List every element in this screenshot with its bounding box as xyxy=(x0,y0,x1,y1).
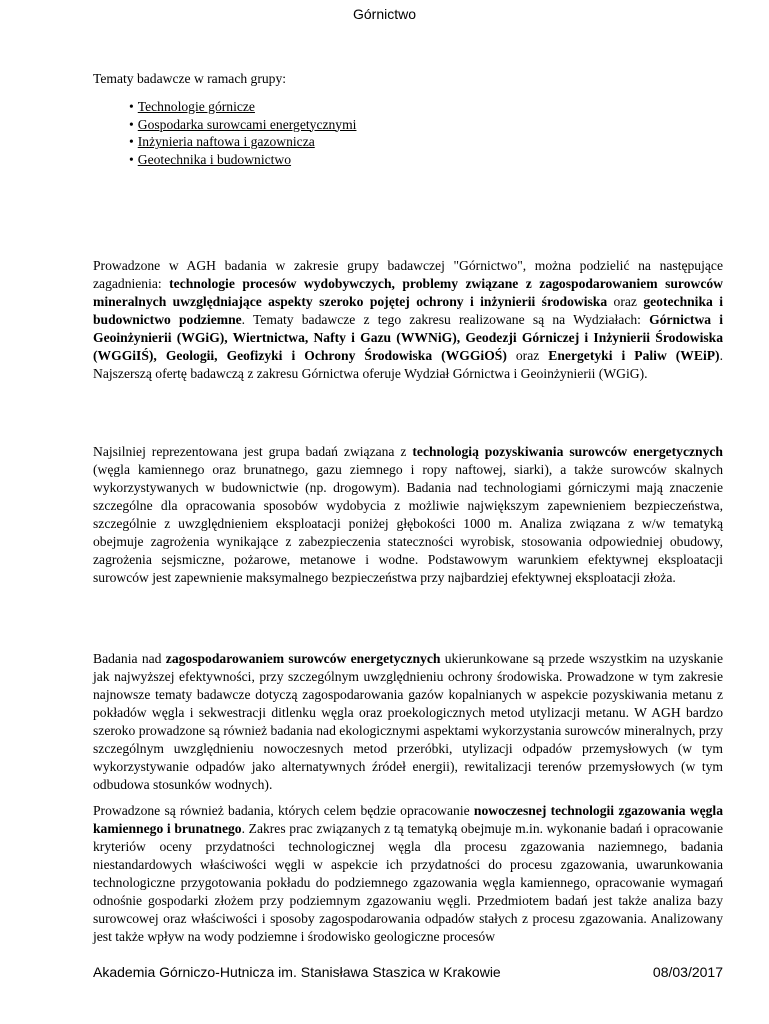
bold-run: zagospodarowaniem surowców energetycznych xyxy=(165,651,441,666)
document-body xyxy=(93,70,724,944)
paragraph-overview xyxy=(93,257,723,383)
footer-date: 08/03/2017 xyxy=(652,964,723,980)
paragraph-management xyxy=(93,650,723,794)
bullet-icon: • xyxy=(129,134,134,149)
text-run: oraz xyxy=(607,294,644,309)
topic-link-geotechnika[interactable]: Geotechnika i budownictwo xyxy=(137,151,292,167)
text-run: Prowadzone są również badania, których celem będzie opracowanie xyxy=(93,803,474,818)
text-run: Prowadzone w AGH badania w zakresie grupy badawczej "Górnictwo", można podzielić na następujące zagadnienia: xyxy=(93,258,723,291)
text-run: oraz xyxy=(506,348,549,363)
topic-link-gospodarka[interactable]: Gospodarka surowcami energetycznymi xyxy=(137,116,357,132)
bold-run: Energetyki i Paliw (WEiP) xyxy=(548,348,720,363)
topic-link-inzynieria[interactable]: Inżynieria naftowa i gazownicza xyxy=(137,134,315,149)
topics-list xyxy=(93,98,723,168)
footer-institution: Akademia Górniczo-Hutnicza im. Stanisława Staszica w Krakowie xyxy=(93,964,501,980)
text-run: Najsilniej reprezentowana jest grupa badań związana z xyxy=(93,444,413,459)
paragraph-technology xyxy=(93,443,723,587)
text-run: ukierunkowane są przede wszystkim na uzyskanie jak najwyższej efektywności, przy szczególnym uwzględnieniu ochrony środowiska. Prowadzone w tym zakresie najnowsze tematy badawcze dotyczą zagospodarowania gazów kopalnianych w aspekcie pozyskiwania metanu z pokładów węgla i sekwestracji ditlenku węgla oraz proekologicznych metod utylizacji metanu. W AGH bardzo szeroko prowadzone są również badania nad ekologicznymi aspektami wykorzystania surowców mineralnych, przy szczególnym uwzględnieniu nowoczesnych metod przeróbki, utylizacji odpadów przemysłowych (w tym wykorzystywanie odpadów jako alternatywnych źródeł energii), rewitalizacji terenów przemysłowych (w tym odbudowa stosunków wodnych). xyxy=(93,651,723,792)
bold-run: technologie procesów wydobywczych, problemy związane z zagospodarowaniem surowców mineralnych uwzględniające aspekty szeroko pojętej ochrony i inżynierii środowiska xyxy=(93,276,723,309)
list-item xyxy=(129,151,723,169)
topics-intro: Tematy badawcze w ramach grupy: xyxy=(93,71,287,86)
paragraph-gasification xyxy=(93,802,723,946)
bullet-icon: • xyxy=(129,99,134,114)
text-run: . Najszerszą ofertę badawczą z zakresu Górnictwa oferuje Wydział Górnictwa i Geoinżynierii (WGiG). xyxy=(93,348,723,381)
list-item xyxy=(129,133,723,151)
bold-run: geotechnika i budownictwo podziemne xyxy=(93,294,723,327)
bullet-icon: • xyxy=(129,151,134,167)
list-item xyxy=(129,98,723,116)
bullet-icon: • xyxy=(129,116,134,132)
page-header: Górnictwo xyxy=(352,6,417,22)
bold-run: technologią pozyskiwania surowców energetycznych xyxy=(412,444,723,459)
text-run: (węgla kamiennego oraz brunatnego, gazu ziemnego i ropy naftowej, siarki), a także surowców skalnych wykorzystywanych w budownictwie (np. drogowym). Badania nad technologiami górniczymi mają znaczenie szczególne dla opracowania sposobów wydobycia z możliwie największym zapewnieniem bezpieczeństwa, szczególnie z uwzględnieniem eksploatacji poniżej głębokości 1000 m. Analiza związana z w/w tematyką obejmuje zagrożenia wynikające z zabezpieczenia stateczności wyrobisk, stosowania odpowiedniej obudowy, zagrożenia sejsmiczne, pożarowe, metanowe i wodne. Podstawowym warunkiem efektywnej eksploatacji surowców jest zapewnienie maksymalnego bezpieczeństwa przy najbardziej efektywnej eksploatacji złoża. xyxy=(93,462,723,585)
text-run: . Zakres prac związanych z tą tematyką obejmuje m.in. wykonanie badań i opracowanie kryteriów oceny przydatności technologicznej węgla dla procesu zgazowania naziemnego, badania niestandardowych właściwości węgli w aspekcie ich przydatności do procesu zgazowania, uwarunkowania technologiczne przygotowania pokładu do podziemnego zgazowania węgla kamiennego, opracowanie wymagań odnośnie gospodarki złożem przy podziemnym zgazowaniu węgli. Przedmiotem badań jest także analiza bazy surowcowej oraz właściwości i sposoby zagospodarowania odpadów stałych z procesu zgazowania. Analizowany jest także wpływ na wody podziemne i środowisko geologiczne procesów xyxy=(93,821,723,944)
text-run: Badania nad xyxy=(93,651,166,666)
text-run: . Tematy badawcze z tego zakresu realizowane są na Wydziałach: xyxy=(241,312,650,327)
bold-run: Górnictwa i Geoinżynierii (WGiG), Wiertnictwa, Nafty i Gazu (WWNiG), Geodezji Górniczej i Inżynierii Środowiska (WGGiIŚ), Geologii, Geofizyki i Ochrony Środowiska (WGGiOŚ) xyxy=(93,312,724,363)
topic-link-technologie[interactable]: Technologie górnicze xyxy=(137,99,255,114)
list-item xyxy=(129,116,723,134)
page-footer xyxy=(93,964,723,980)
bold-run: nowoczesnej technologii zgazowania węgla kamiennego i brunatnego xyxy=(93,803,723,836)
